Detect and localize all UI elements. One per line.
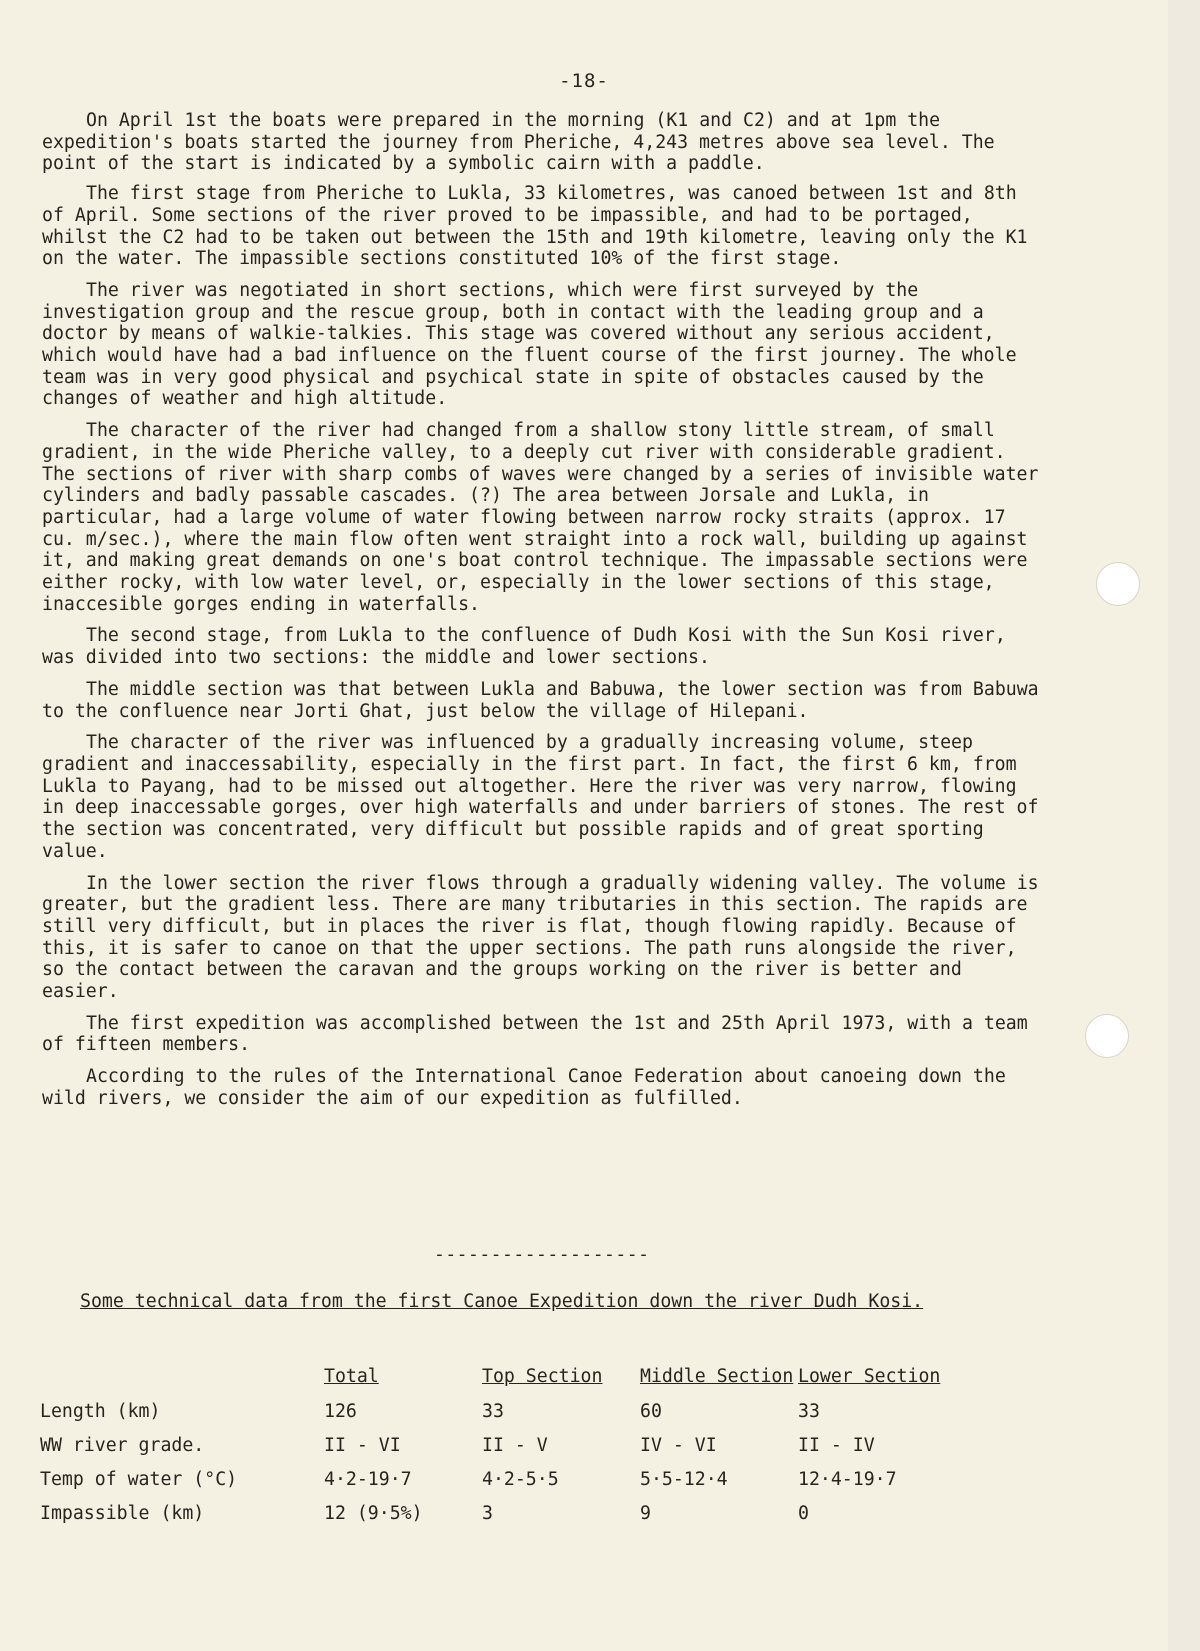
table-cell: 9 — [640, 1503, 651, 1524]
table-cell: 12·4-19·7 — [798, 1469, 897, 1490]
header-total: Total — [324, 1366, 379, 1387]
paragraph-3: The river was negotiated in short sections, which were first surveyed by the investigation group and the rescue group, both in contact with the leading group and a doctor by means of walkie-talkies. This stage was covered without any serious accident, which would have had a bad influence on the fluent course of the first journey. The whole team was in very good physical and psychical state in spite of obstacles caused by the changes of weather and high altitude. — [42, 279, 1017, 410]
row-label: Temp of water (°C) — [40, 1469, 238, 1490]
paragraph-9: The first expedition was accomplished between the 1st and 25th April 1973, with a team of fifteen members. — [42, 1012, 1028, 1056]
paragraph-7: The character of the river was influenced by a gradually increasing volume, steep gradient and inaccessability, especially in the first part. In fact, the first 6 km, from Lukla to Payang, had to be missed out altogether. Here the river was very narrow, flowing in deep inaccessable gorges, over high waterfalls and under barriers of stones. The rest of the section was concentrated, very difficult but possible rapids and of great sporting value. — [42, 732, 1039, 862]
table-cell: 33 — [482, 1401, 504, 1422]
table-cell: IV - VI — [640, 1435, 717, 1456]
table-cell: 12 (9·5%) — [324, 1503, 423, 1524]
table-row — [40, 1490, 956, 1524]
table-title: Some technical data from the first Canoe Expedition down the river Dudh Kosi. — [80, 1291, 924, 1312]
paragraph-2: The first stage from Pheriche to Lukla, 33 kilometres, was canoed between 1st and 8th of April. Some sections of the river proved to be impassible, and had to be portaged, whilst the C2 had to be taken out between the 15th and 19th kilometre, leaving only the K1 on the water. The impassible sections constituted 10% of the first stage. — [42, 183, 1028, 270]
row-label: Length (km) — [40, 1401, 161, 1422]
table-cell: II - VI — [324, 1435, 401, 1456]
table-cell: 4·2-19·7 — [324, 1469, 412, 1490]
table-cell: 33 — [798, 1401, 820, 1422]
page-number: -18- — [559, 70, 609, 92]
paragraph-5: The second stage, from Lukla to the confluence of Dudh Kosi with the Sun Kosi river, was divided into two sections: the middle and lower sections. — [42, 625, 1006, 669]
paragraph-8: In the lower section the river flows through a gradually widening valley. The volume is greater, but the gradient less. There are many tributaries in this section. The rapids are still very difficult, but in places the river is flat, though flowing rapidly. Because of this, it is safer to canoe on that the upper sections. The path runs alongside the river, so the contact between the caravan and the groups working on the river is better and easier. — [42, 872, 1039, 1003]
header-blank — [40, 1342, 324, 1388]
body-text — [42, 110, 1042, 1120]
section-divider: ------------------- — [434, 1244, 650, 1265]
technical-data-table — [40, 1342, 956, 1524]
paragraph-6: The middle section was that between Lukla and Babuwa, the lower section was from Babuwa to the confluence near Jorti Ghat, just below the village of Hilepani. — [42, 678, 1039, 722]
punch-hole-upper — [1096, 562, 1140, 606]
header-middle-section: Middle Section — [640, 1366, 794, 1387]
row-label: WW river grade. — [40, 1435, 205, 1456]
header-lower-section: Lower Section — [798, 1366, 941, 1387]
header-top-section: Top Section — [482, 1366, 603, 1387]
paragraph-1: On April 1st the boats were prepared in the morning (K1 and C2) and at 1pm the expedition's boats started the journey from Pheriche, 4,243 metres above sea level. The point of the start is indicated by a symbolic cairn with a paddle. — [42, 110, 995, 175]
table-header-row — [40, 1342, 956, 1388]
table-row — [40, 1456, 956, 1490]
paragraph-10: According to the rules of the International Canoe Federation about canoeing down the wild rivers, we consider the aim of our expedition as fulfilled. — [42, 1066, 1006, 1109]
page-edge — [1168, 0, 1200, 1651]
table-cell: 3 — [482, 1503, 493, 1524]
table-cell: 0 — [798, 1503, 809, 1524]
table-cell: II - V — [482, 1435, 548, 1456]
paragraph-4: The character of the river had changed from a shallow stony little stream, of small gradient, in the wide Pheriche valley, to a deeply cut river with considerable gradient. The sections of river with sharp combs of waves were changed by a series of invisible water cylinders and badly passable cascades. (?) The area between Jorsale and Lukla, in particular, had a large volume of water flowing between narrow rocky straits (approx. 17 cu. m/sec.), where the main flow often went straight into a rock wall, building up against it, and making great demands on one's boat control technique. The impassable sections were either rocky, with low water level, or, especially in the lower sections of this stage, inaccesible gorges ending in waterfalls. — [42, 420, 1039, 615]
table-cell: 126 — [324, 1401, 357, 1422]
table-cell: 4·2-5·5 — [482, 1469, 559, 1490]
punch-hole-lower — [1085, 1014, 1129, 1058]
table-cell: II - IV — [798, 1435, 875, 1456]
table-row — [40, 1388, 956, 1422]
table-cell: 60 — [640, 1401, 662, 1422]
row-label: Impassible (km) — [40, 1503, 205, 1524]
table-cell: 5·5-12·4 — [640, 1469, 728, 1490]
table-row — [40, 1422, 956, 1456]
